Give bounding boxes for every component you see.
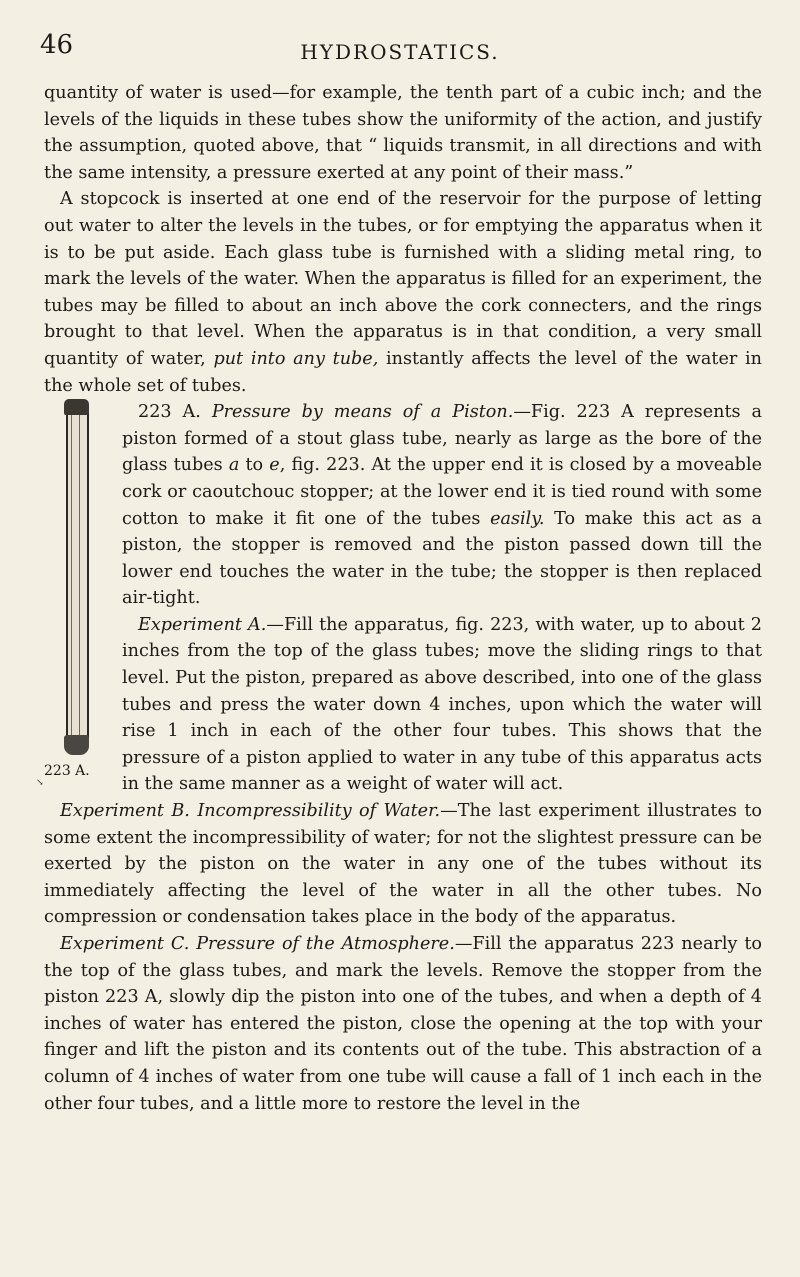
experiment-b [44, 798, 762, 931]
experiment-a [44, 612, 762, 798]
experiment-b-label: Experiment B. [60, 801, 190, 822]
figure-label [36, 758, 90, 789]
tube-letter-e: e [269, 455, 280, 476]
paragraph-2-text-a: A stopcock is inserted at one end of the reservoir for the purpose of letting out water to alter the levels in the tubes, or for emptying the apparatus when it is to be put aside. Each glass tube is furnished with a sliding metal ring, to mark the levels of the water. When the apparatus is filled for an experiment, the tubes may be filled to about an inch above the cork connecters, and the rings brought to that level. When the apparatus is in that condition, a very small quantity of water, [44, 189, 762, 369]
page-body [36, 80, 763, 1117]
tube-letter-a: a [228, 455, 240, 476]
glass-tube-illustration [66, 405, 89, 754]
paragraph-1: quantity of water is used—for example, the tenth part of a cubic inch; and the levels of the liquids in these tubes show the uniformity of the action, and justify the assumption, quoted above, that “ liquids transmit, in all directions and with the same intensity, a pressure exerted at any point of their mass.” [44, 83, 762, 183]
paragraph-2-text-b: instantly affects the level of the water in the whole set of tubes. [44, 348, 762, 396]
section-text-to: to [239, 455, 270, 476]
experiment-c [44, 931, 762, 1117]
section-text-b: , fig. 223. At the upper end it is closed by a moveable cork or caoutchouc stopper; at the lower end it is tied round with some cotton to make it fit one of the tubes [122, 455, 762, 529]
stopper-illustration [64, 399, 89, 415]
section-223a [44, 399, 762, 612]
experiment-a-text: —Fill the apparatus, fig. 223, with water, up to about 2 inches from the top of the glass tubes; move the sliding rings to that level. Put the piston, prepared as above described, into one of the glass tubes and press the water down 4 inches, upon which the water will rise 1 inch in each of the other four tubes. This shows that the pressure of a piston applied to water in any tube of this apparatus acts in the same manner as a weight of water will act. [122, 614, 762, 795]
section-text-a: —Fig. 223 A represents a piston formed of a stout glass tube, nearly as large as the bore of the glass tubes [122, 402, 762, 476]
piston-text [44, 399, 762, 798]
section-number: 223 A. [138, 402, 201, 423]
piston-section [36, 399, 762, 798]
paragraph-2 [44, 186, 762, 399]
section-title: Pressure by means of a Piston. [211, 402, 514, 423]
running-title: HYDROSTATICS. [300, 40, 500, 64]
section-text-c: To make this act as a piston, the stopper is removed and the piston passed down till the lower end touches the water in the tube; the stopper is then replaced air-tight. [122, 508, 762, 609]
arrow-icon: ↘ [36, 778, 44, 789]
experiment-b-title: Incompressibility of Water. [197, 801, 441, 822]
page-number: 46 [40, 30, 74, 60]
paragraph-2-emphasis: put into any tube, [213, 348, 379, 369]
section-emphasis-easily: easily. [490, 508, 545, 529]
experiment-c-label: Experiment C. [60, 934, 190, 954]
experiment-c-title: Pressure of the Atmosphere. [196, 934, 455, 954]
experiment-c-text: —Fill the apparatus 223 nearly to the top of the glass tubes, and mark the levels. Remove the stopper from the piston 223 A, slowly dip the piston into one of the tubes, and when a depth of 4 inches of water has entered the piston, close the opening at the top with your finger and lift the piston and its contents out of the tube. This abstraction of a column of 4 inches of water from one tube will cause a fall of 1 inch each in the other four tubes, and a little more to restore the level in the [44, 934, 763, 1114]
figure-label-text: 223 A. [44, 763, 90, 780]
experiment-a-label: Experiment A. [138, 614, 267, 635]
experiment-b-text: —The last experiment illustrates to some extent the incompressibility of water; for not the slightest pressure can be exerted by the piston on the water in any one of the tubes without its immediately affecting the level of the water in all the other tubes. No compression or condensation takes place in the body of the apparatus. [44, 801, 762, 928]
tube-end-illustration [64, 735, 89, 755]
piston-figure [36, 399, 122, 797]
